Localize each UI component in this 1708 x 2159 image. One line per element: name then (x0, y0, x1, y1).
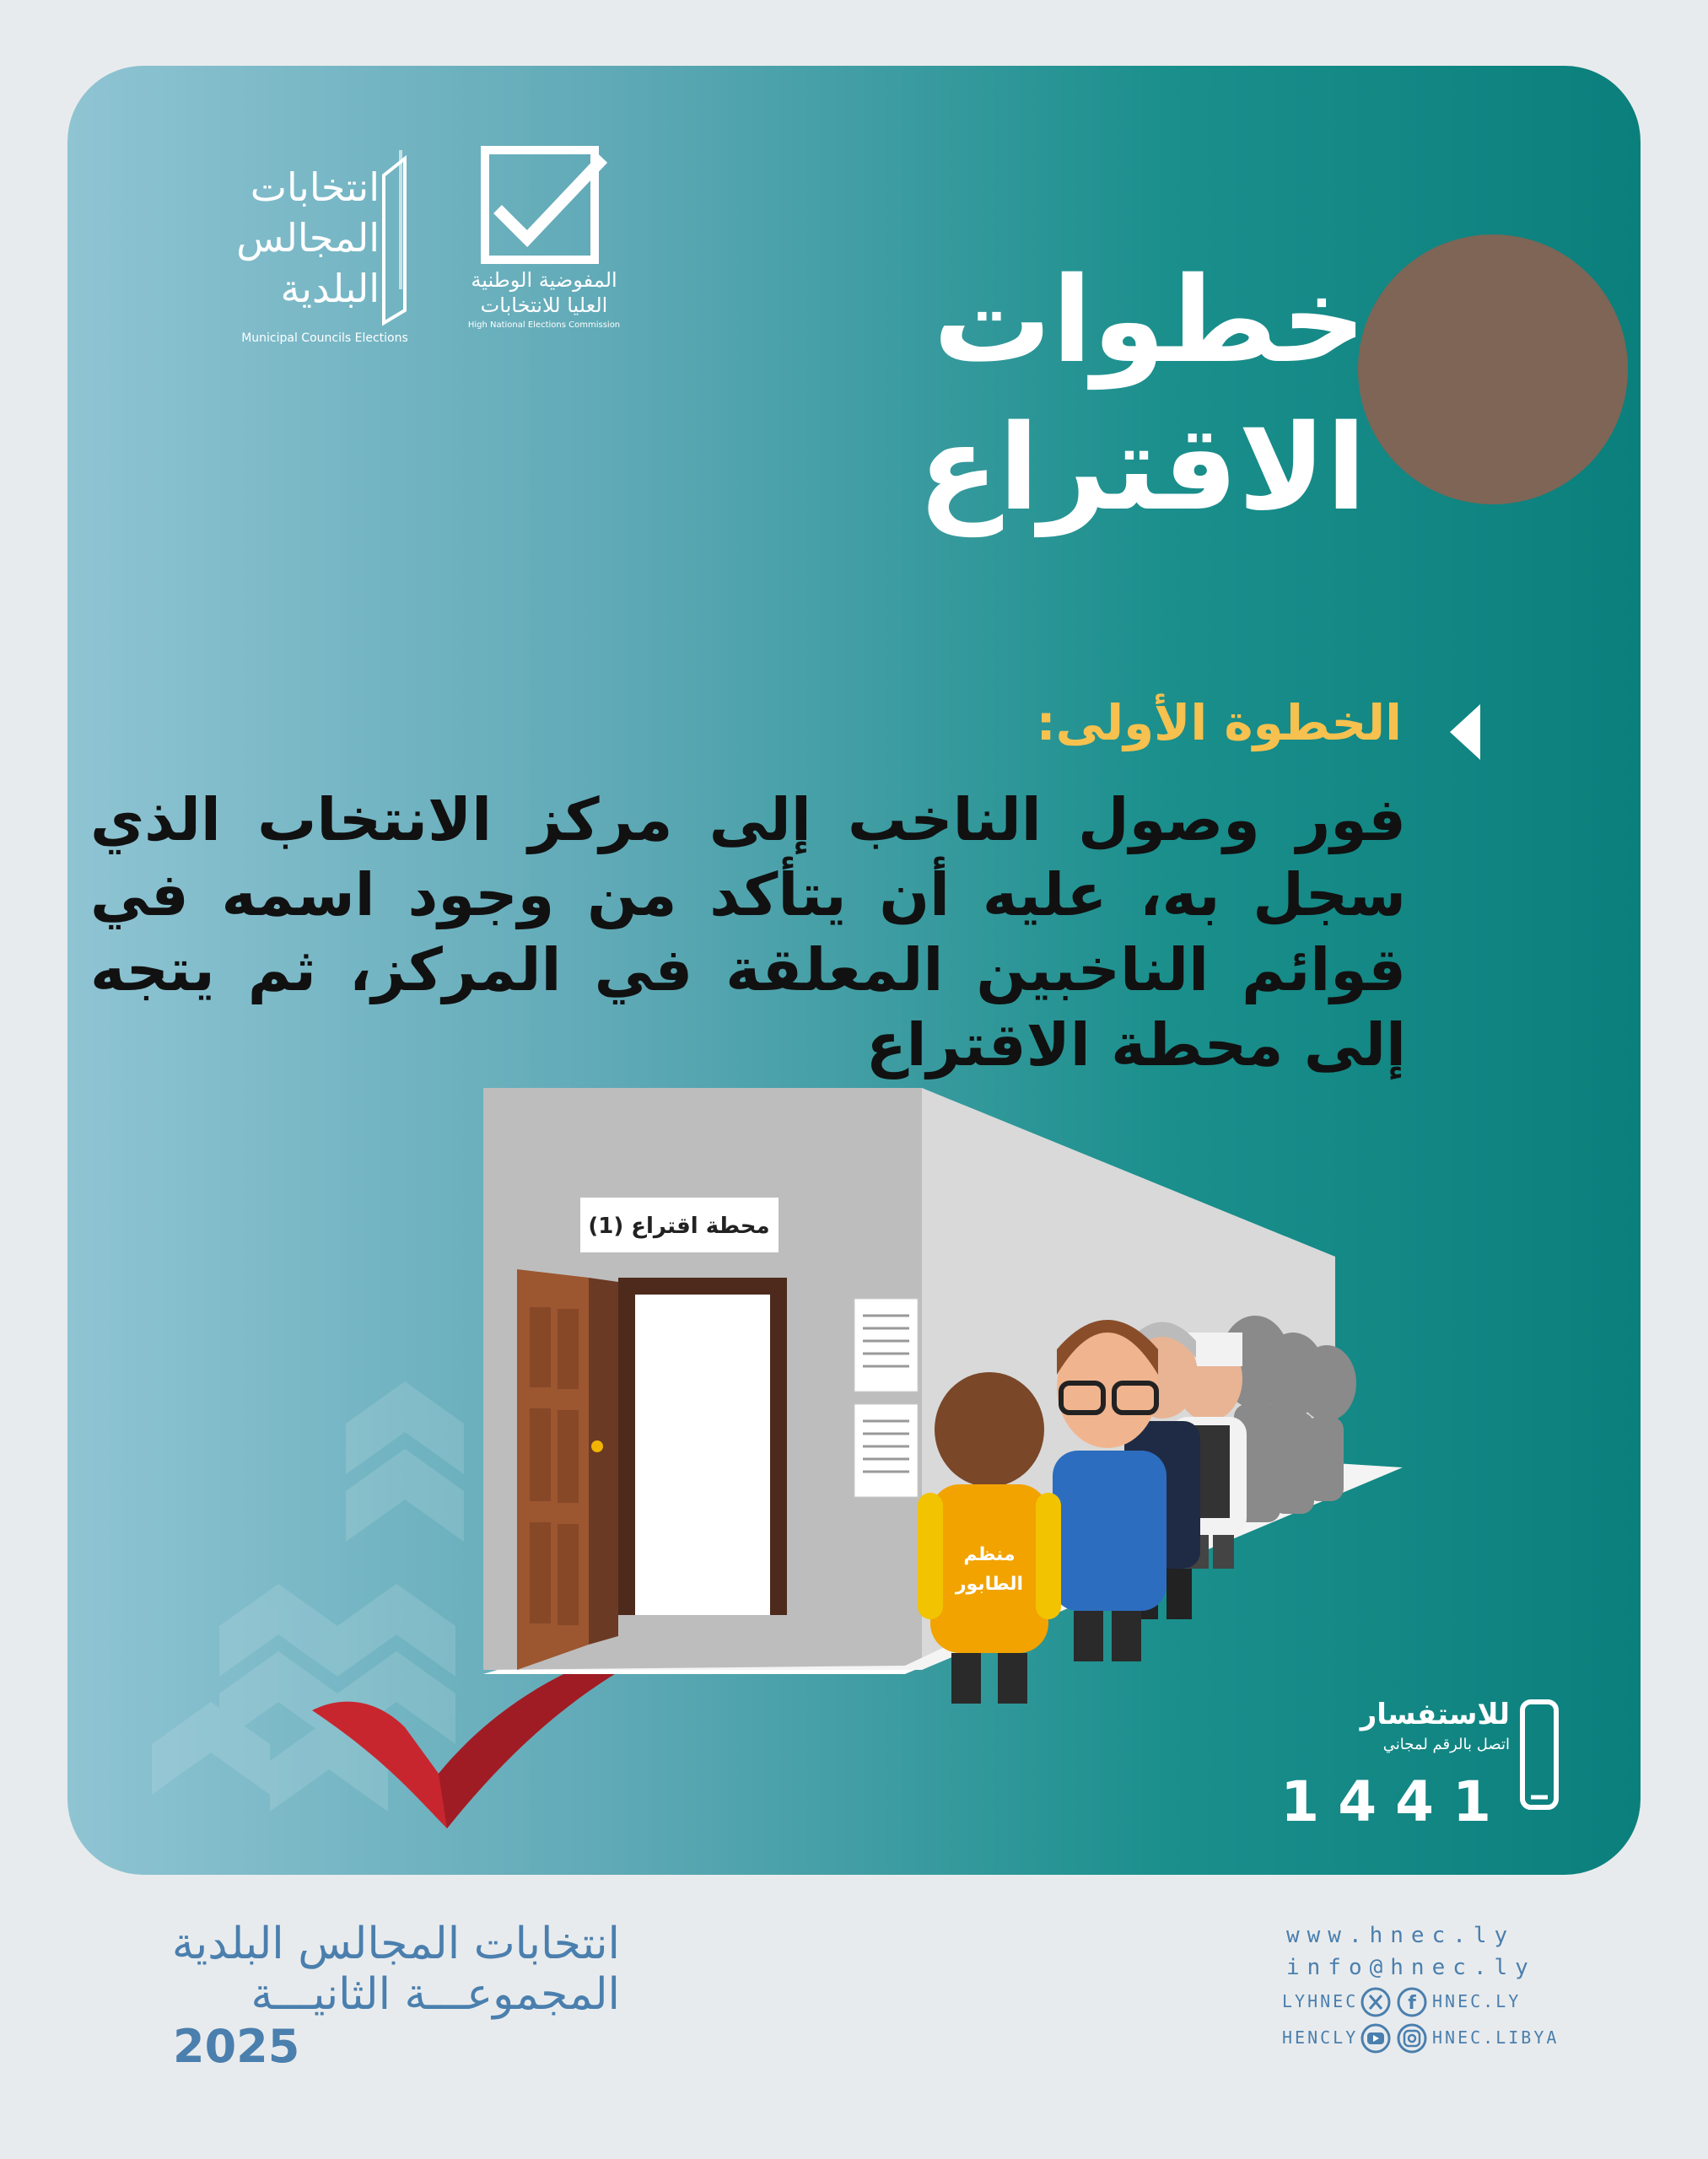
facebook-icon[interactable] (1396, 1986, 1428, 2018)
youtube-icon[interactable] (1360, 2022, 1392, 2054)
email-link[interactable]: info@hnec.ly (1286, 1955, 1536, 1980)
hnec-logo-arabic-2: العليا للانتخابات (480, 293, 608, 317)
footer-year: 2025 (173, 2020, 300, 2073)
hnec-logo (434, 142, 654, 378)
hotline-label: للاستفسار (1360, 1698, 1510, 1731)
municipal-logo-english: Municipal Councils Elections (241, 331, 408, 345)
hotline-number[interactable]: 1441 (1280, 1769, 1510, 1834)
municipal-logo-icon (211, 142, 430, 336)
phone-icon (1518, 1698, 1560, 1816)
title-line-2: الاقتراع (918, 400, 1366, 537)
step-title: الخطوة الأولى: (1036, 694, 1402, 751)
svg-text:انتخابات: انتخابات (250, 164, 380, 210)
instagram-handle[interactable]: HNEC.LIBYA (1432, 2027, 1560, 2048)
logo-divider (399, 150, 402, 289)
page-title (860, 247, 1366, 542)
facebook-handle[interactable]: HNEC.LY (1432, 1991, 1522, 2011)
website-link[interactable]: www.hnec.ly (1286, 1923, 1516, 1948)
bullet-arrow-icon (1450, 704, 1480, 760)
hotline-block (1282, 1698, 1560, 1845)
municipal-elections-logo (143, 142, 430, 361)
step-body: فور وصول الناخب إلى مركز الانتخاب الذي سجل به، عليه أن يتأكد من وجود اسمه في قوائم الناخبين المعلقة في المركز، ثم يتجه إلى محطة الاقتراع (90, 785, 1406, 1080)
vest-label-1: منظم (963, 1544, 1016, 1565)
instagram-icon[interactable] (1396, 2022, 1428, 2054)
footer-line-1: انتخابات المجالس البلدية (171, 1919, 620, 1969)
vest-label-2: الطابور (955, 1574, 1024, 1595)
svg-text:المجالس: المجالس (236, 215, 380, 261)
footer-line-2: المجموعـــة الثانيـــة (251, 1969, 620, 2020)
svg-text:البلدية: البلدية (280, 266, 380, 311)
polling-station-illustration (483, 1088, 1453, 1716)
x-handle[interactable]: LYHNEC (1282, 1991, 1359, 2011)
title-line-1: خطوات (933, 252, 1366, 390)
social-row-1 (1282, 1986, 1535, 2020)
hnec-logo-arabic-1: المفوضية الوطنية (471, 268, 617, 292)
station-sign-label: محطة اقتراع (1) (588, 1214, 770, 1239)
main-card (67, 66, 1641, 1875)
hotline-sub: اتصل بالرقم لمجاني (1382, 1736, 1510, 1753)
x-icon[interactable] (1360, 1986, 1392, 2018)
youtube-handle[interactable]: HENCLY (1282, 2027, 1359, 2048)
svg-text:f: f (1408, 1993, 1416, 2014)
social-row-2 (1282, 2022, 1560, 2056)
title-circle-decoration (1358, 234, 1628, 504)
hnec-logo-english: High National Elections Commission (467, 320, 621, 330)
ballot-check-icon (477, 142, 612, 277)
